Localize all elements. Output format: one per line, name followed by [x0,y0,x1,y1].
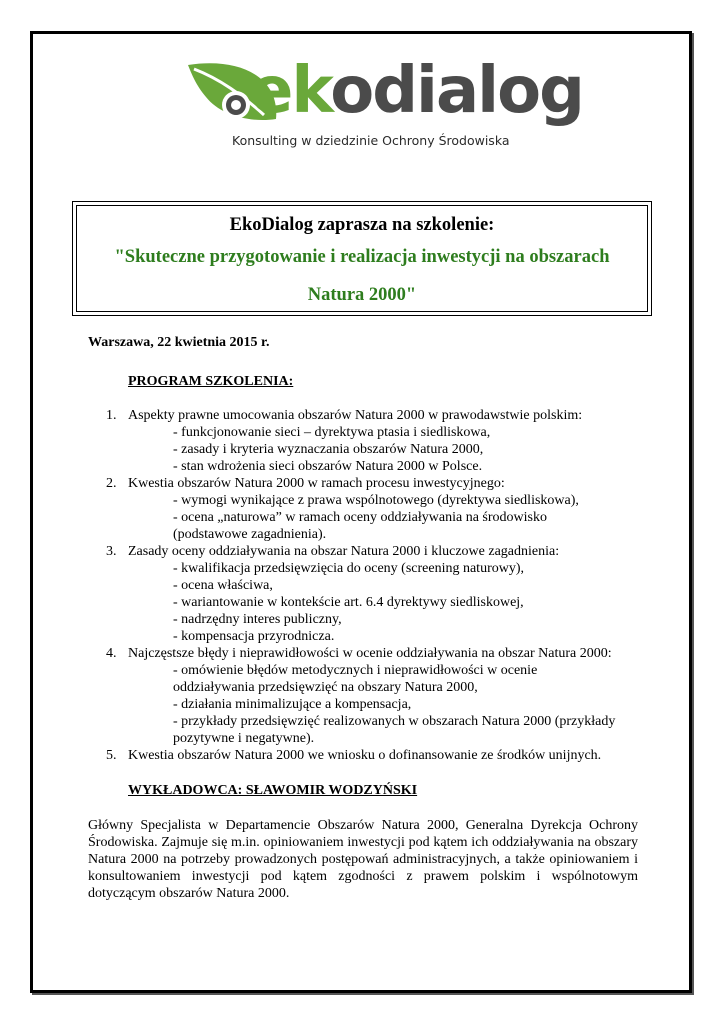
item-text: Kwestia obszarów Natura 2000 we wniosku o dofinansowanie ze środków unijnych. [128,748,602,763]
sub-item: - wymogi wynikające z prawa wspólnotowego (dyrektywa siedliskowa), [173,493,579,508]
program-item [88,747,638,764]
sub-item: - funkcjonowanie sieci – dyrektywa ptasia i siedliskowa, [173,425,491,440]
sub-item: - stan wdrożenia sieci obszarów Natura 2000 w Polsce. [173,459,483,474]
sub-item: - ocena właściwa, [173,578,273,593]
sub-item: - ocena „naturowa” w ramach oceny oddziaływania na środowisko [173,510,547,525]
sub-item: - wariantowanie w kontekście art. 6.4 dyrektywy siedliskowej, [173,595,524,610]
item-text: Najczęstsze błędy i nieprawidłowości w ocenie oddziaływania na obszar Natura 2000: [128,646,612,661]
title-box [72,201,652,316]
lecturer-heading: WYKŁADOWCA: SŁAWOMIR WODZYŃSKI [128,783,418,798]
invitation-heading: EkoDialog zaprasza na szkolenie: [229,215,495,235]
sub-item: - nadrzędny interes publiczny, [173,612,342,627]
item-text: Zasady oceny oddziaływania na obszar Natura 2000 i kluczowe zagadnienia: [128,544,560,559]
logo-wordmark: ekodialog [250,54,583,128]
ekodialog-logo [180,54,583,157]
sub-item: oddziaływania przedsięwzięć na obszary Natura 2000, [173,680,478,695]
sub-item: - działania minimalizujące a kompensacja, [173,697,412,712]
training-title-line2: Natura 2000" [307,285,417,305]
date-line: Warszawa, 22 kwietnia 2015 r. [88,335,270,350]
lecturer-bio: Główny Specjalista w Departamencie Obszarów Natura 2000, Generalna Dyrekcja Ochrony Środowiska. Zajmuje się m.in. opiniowaniem inwestycji pod kątem ich oddziaływania na obszary Natura 2000 na potrzeby prowadzonych postępowań administracyjnych, a także opiniowaniem i konsultowaniem inwestycji pod kątem zgodności z prawem polskim i wspólnotowym dotyczącym obszarów Natura 2000. [88,818,638,901]
program-item [88,543,638,645]
title-inner-frame [76,205,648,312]
program-item [88,407,638,475]
program-item [88,645,638,747]
sub-item: - zasady i kryteria wyznaczania obszarów Natura 2000, [173,442,484,457]
logo-tagline: Konsulting w dziedzinie Ochrony Środowiska [232,133,510,148]
program-heading: PROGRAM SZKOLENIA: [128,374,294,389]
sub-item: - przykłady przedsięwzięć realizowanych w obszarach Natura 2000 (przykłady [173,714,616,729]
sub-item: - omówienie błędów metodycznych i nieprawidłowości w ocenie [173,663,538,678]
sub-item: pozytywne i negatywne). [173,731,315,746]
item-number: 5. [106,748,117,763]
item-number: 2. [106,476,117,491]
sub-item: - kwalifikacja przedsięwzięcia do oceny (screening naturowy), [173,561,525,576]
item-number: 3. [106,544,117,559]
item-number: 4. [106,646,117,661]
item-text: Aspekty prawne umocowania obszarów Natura 2000 w prawodawstwie polskim: [128,408,583,423]
sub-item: (podstawowe zagadnienia). [173,527,327,542]
program-item [88,475,638,543]
sub-item: - kompensacja przyrodnicza. [173,629,335,644]
training-title-line1: "Skuteczne przygotowanie i realizacja inwestycji na obszarach [114,247,610,267]
item-text: Kwestia obszarów Natura 2000 w ramach procesu inwestycyjnego: [128,476,505,491]
item-number: 1. [106,408,117,423]
document-body [88,334,638,902]
program-list [88,407,638,764]
